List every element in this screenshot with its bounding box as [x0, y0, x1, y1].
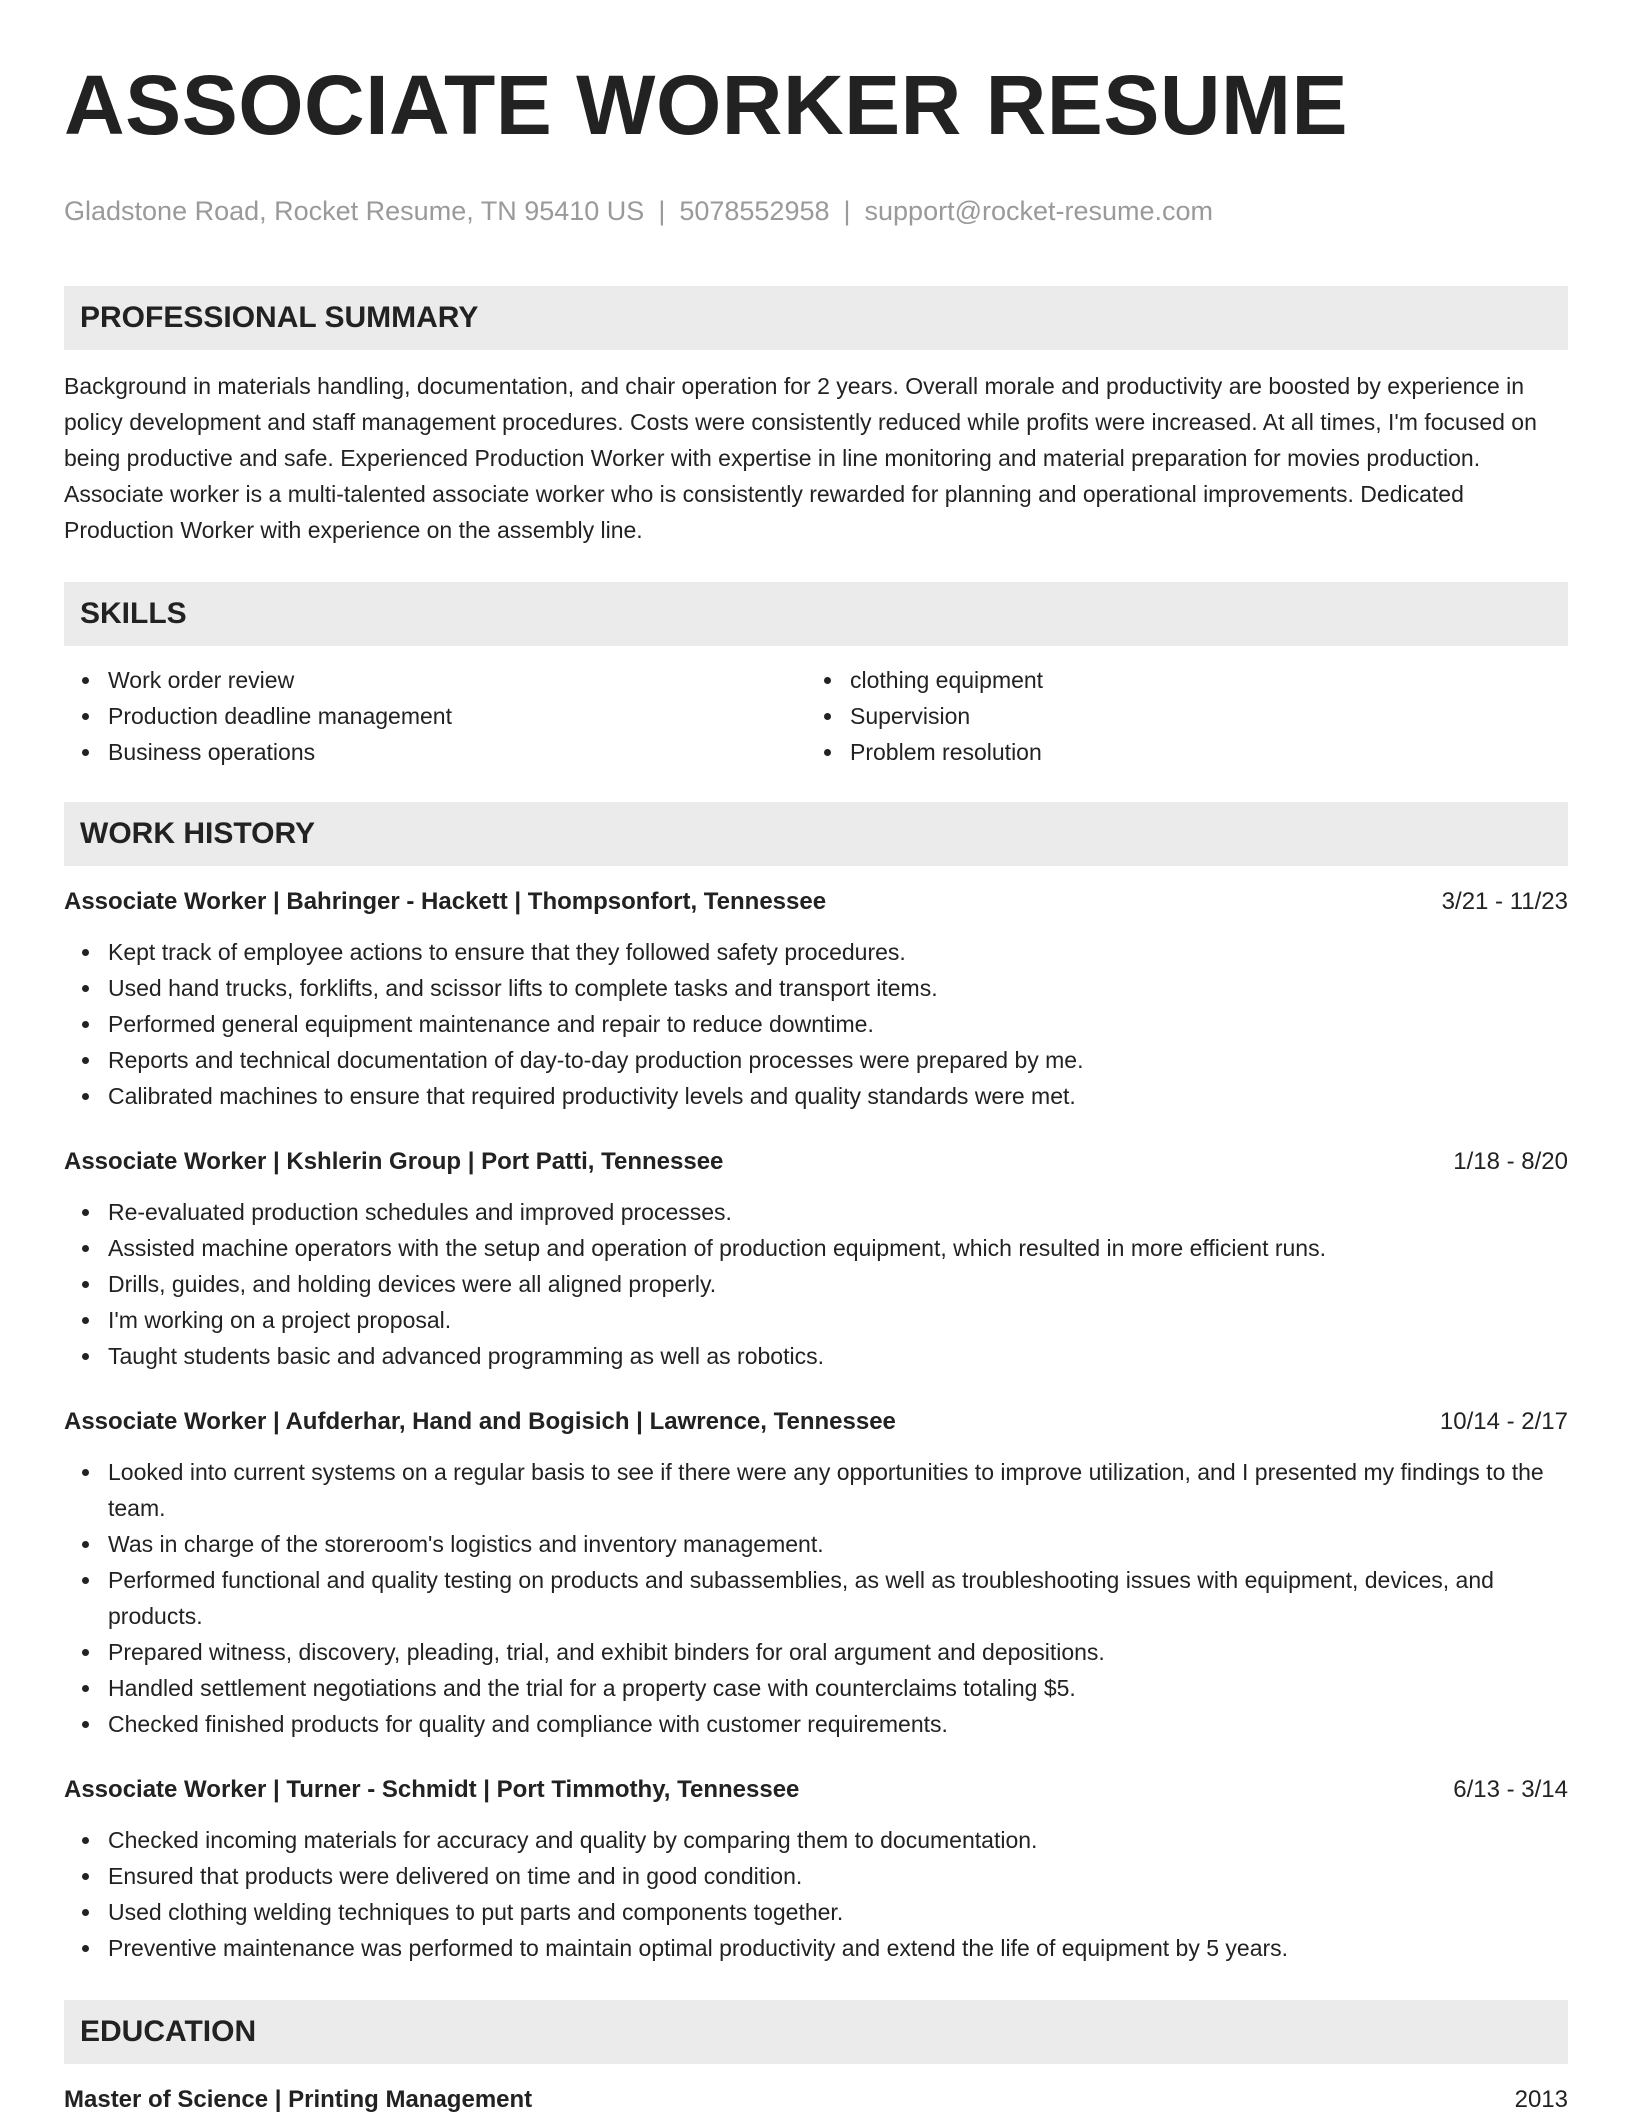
- skill-item: Work order review: [64, 662, 806, 698]
- separator: |: [658, 196, 666, 226]
- email: support@rocket-resume.com: [864, 196, 1214, 226]
- section-heading-education: EDUCATION: [64, 2000, 1568, 2064]
- degree-title: Master of Science | Printing Management: [64, 2086, 533, 2112]
- resume-title: ASSOCIATE WORKER RESUME: [64, 58, 1349, 152]
- job-bullets: [64, 1822, 1568, 1966]
- job-bullet: Performed functional and quality testing on products and subassemblies, as well as troubleshooting issues with equipment, devices, and products.: [64, 1562, 1568, 1634]
- graduation-year: 2013: [1514, 2086, 1568, 2112]
- job-bullet: Checked incoming materials for accuracy and quality by comparing them to documentation.: [64, 1822, 1568, 1858]
- job-bullet: Preventive maintenance was performed to maintain optimal productivity and extend the life of equipment by 5 years.: [64, 1930, 1568, 1966]
- resume-page: [64, 0, 1568, 2112]
- job-header: [64, 886, 1568, 918]
- summary-text: Background in materials handling, documentation, and chair operation for 2 years. Overall morale and productivity are boosted by experience in policy development and staff management procedures. Costs were consistently reduced while profits were increased. At all times, I'm focused on being productive and safe. Experienced Production Worker with expertise in line monitoring and material preparation for movies production. Associate worker is a multi-talented associate worker who is consistently rewarded for planning and operational improvements. Dedicated Production Worker with experience on the assembly line.: [64, 373, 1537, 543]
- job-entry: [64, 1406, 1568, 1742]
- job-title: Associate Worker | Bahringer - Hackett | Thompsonfort, Tennessee: [64, 888, 827, 915]
- section-heading-skills: SKILLS: [64, 582, 1568, 646]
- job-bullets: [64, 1454, 1568, 1742]
- job-title: Associate Worker | Turner - Schmidt | Port Timmothy, Tennessee: [64, 1776, 800, 1803]
- job-bullets: [64, 1194, 1568, 1374]
- job-bullet: Was in charge of the storeroom's logistics and inventory management.: [64, 1526, 1568, 1562]
- job-bullet: Taught students basic and advanced programming as well as robotics.: [64, 1338, 1568, 1374]
- contact-line: [64, 194, 1568, 228]
- job-header: [64, 1774, 1568, 1806]
- job-bullet: Used clothing welding techniques to put parts and components together.: [64, 1894, 1568, 1930]
- job-bullet: Handled settlement negotiations and the trial for a property case with counterclaims totaling $5.: [64, 1670, 1568, 1706]
- job-date: 1/18 - 8/20: [1453, 1148, 1568, 1175]
- job-bullet: Looked into current systems on a regular basis to see if there were any opportunities to improve utilization, and I presented my findings to the team.: [64, 1454, 1568, 1526]
- job-date: 6/13 - 3/14: [1453, 1776, 1568, 1803]
- job-title: Associate Worker | Kshlerin Group | Port Patti, Tennessee: [64, 1148, 724, 1175]
- job-bullet: Calibrated machines to ensure that required productivity levels and quality standards were met.: [64, 1078, 1568, 1114]
- phone: 5078552958: [679, 196, 830, 226]
- job-header: [64, 1146, 1568, 1178]
- skill-item: clothing equipment: [806, 662, 1548, 698]
- skill-item: Problem resolution: [806, 734, 1548, 770]
- skills-column-left: [64, 662, 806, 770]
- job-date: 3/21 - 11/23: [1441, 888, 1568, 915]
- job-bullet: Reports and technical documentation of day-to-day production processes were prepared by me.: [64, 1042, 1568, 1078]
- job-title: Associate Worker | Aufderhar, Hand and Bogisich | Lawrence, Tennessee: [64, 1408, 896, 1435]
- skills-list: [64, 662, 1568, 770]
- skill-item: Business operations: [64, 734, 806, 770]
- job-date: 10/14 - 2/17: [1439, 1408, 1568, 1435]
- section-heading-work-history: WORK HISTORY: [64, 802, 1568, 866]
- job-entry: [64, 886, 1568, 1114]
- job-bullet: Used hand trucks, forklifts, and scissor lifts to complete tasks and transport items.: [64, 970, 1568, 1006]
- separator: |: [843, 196, 851, 226]
- job-bullet: Ensured that products were delivered on time and in good condition.: [64, 1858, 1568, 1894]
- job-bullet: Kept track of employee actions to ensure that they followed safety procedures.: [64, 934, 1568, 970]
- job-entry: [64, 1774, 1568, 1966]
- job-bullet: Checked finished products for quality and compliance with customer requirements.: [64, 1706, 1568, 1742]
- section-heading-summary: PROFESSIONAL SUMMARY: [64, 286, 1568, 350]
- job-bullet: Drills, guides, and holding devices were all aligned properly.: [64, 1266, 1568, 1302]
- job-header: [64, 1406, 1568, 1438]
- job-bullets: [64, 934, 1568, 1114]
- job-entry: [64, 1146, 1568, 1374]
- skills-column-right: [806, 662, 1548, 770]
- job-bullet: Assisted machine operators with the setup and operation of production equipment, which resulted in more efficient runs.: [64, 1230, 1568, 1266]
- job-bullet: Re-evaluated production schedules and improved processes.: [64, 1194, 1568, 1230]
- job-bullet: Performed general equipment maintenance and repair to reduce downtime.: [64, 1006, 1568, 1042]
- job-bullet: I'm working on a project proposal.: [64, 1302, 1568, 1338]
- job-bullet: Prepared witness, discovery, pleading, trial, and exhibit binders for oral argument and depositions.: [64, 1634, 1568, 1670]
- skill-item: Supervision: [806, 698, 1548, 734]
- address: Gladstone Road, Rocket Resume, TN 95410 US: [64, 196, 645, 226]
- education-entry: [64, 2084, 1568, 2112]
- skill-item: Production deadline management: [64, 698, 806, 734]
